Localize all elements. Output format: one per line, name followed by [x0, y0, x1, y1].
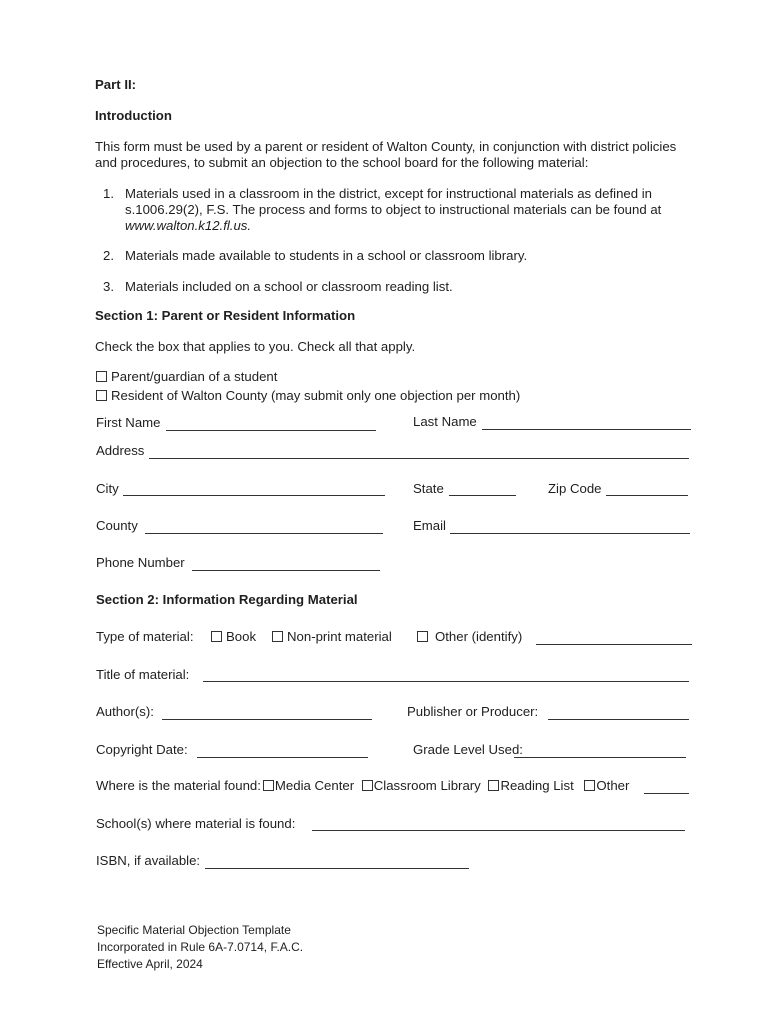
where-found-row: Where is the material found: Media Center Classroom Library Reading List Other [96, 778, 630, 793]
footer-line: Specific Material Objection Template [97, 923, 291, 937]
publisher-field[interactable] [548, 719, 689, 720]
other-location-field[interactable] [644, 793, 689, 794]
phone-field[interactable] [192, 570, 380, 571]
parent-option: Parent/guardian of a student [96, 369, 277, 384]
city-label: City [96, 481, 119, 496]
other-location-checkbox[interactable] [584, 780, 595, 791]
title-label: Title of material: [96, 667, 190, 682]
city-field[interactable] [123, 495, 385, 496]
first-name-field[interactable] [166, 430, 376, 431]
other-type-checkbox[interactable] [417, 631, 428, 642]
other-type-field[interactable] [536, 644, 692, 645]
county-field[interactable] [145, 533, 383, 534]
authors-label: Author(s): [96, 704, 154, 719]
copyright-label: Copyright Date: [96, 742, 188, 757]
schools-field[interactable] [312, 830, 685, 831]
section1-instruction: Check the box that applies to you. Check all that apply. [95, 339, 416, 354]
first-name-label: First Name [96, 415, 161, 430]
grade-field[interactable] [514, 757, 686, 758]
list-item-text: Materials used in a classroom in the district, except for instructional materials as defined in s.1006.29(2), F.S. The process and forms to object to instructional materials can be found at [125, 186, 662, 217]
intro-heading: Introduction [95, 108, 172, 123]
address-label: Address [96, 443, 145, 458]
nonprint-option: Non-print material [272, 629, 392, 644]
other-type-option: Other (identify) [417, 629, 522, 644]
media-center-checkbox[interactable] [263, 780, 274, 791]
section2-heading: Section 2: Information Regarding Material [96, 592, 358, 607]
last-name-label: Last Name [413, 414, 477, 429]
address-field[interactable] [149, 458, 689, 459]
type-label: Type of material: [96, 629, 194, 644]
email-field[interactable] [450, 533, 690, 534]
classroom-library-checkbox[interactable] [362, 780, 373, 791]
isbn-label: ISBN, if available: [96, 853, 201, 868]
reading-list-checkbox[interactable] [488, 780, 499, 791]
copyright-field[interactable] [197, 757, 368, 758]
book-option: Book [211, 629, 256, 644]
resident-checkbox[interactable] [96, 390, 107, 401]
list-item-text: Materials made available to students in a school or classroom library. [125, 248, 528, 263]
where-label: Where is the material found: [96, 778, 261, 793]
list-item-text: Materials included on a school or classroom reading list. [125, 279, 453, 294]
last-name-field[interactable] [482, 429, 691, 430]
schools-label: School(s) where material is found: [96, 816, 296, 831]
book-checkbox[interactable] [211, 631, 222, 642]
form-page: Part II: Introduction This form must be used by a parent or resident of Walton County, in conjunction with district policies and procedures, to submit an objection to the school board for the following material: 1. Materials used in a classroom in the district, except for instructional materials as defined in s.1006.29(2), F.S. The process and forms to object to instructional materials can be found at www.walton.k12.fl.us. 2. Materials made available to students in a school or classroom library. 3. Materials included on a school or classroom reading list. Section 1: Parent or Resident Information Check the box that applies to you. Check all that apply. Parent/guardian of a student Resident of Walton County (may submit only one objection per month) First Name Last Name Address City State Zip Code County Email Phone Number Section 2: Information Regarding Material Type of material: Book Non-print material Other (identify) Title of material: Author(s): Publisher or Producer: Copyright Date: Grade Level Used: Where is the material found: Media Center Classroom Library Reading List Other School(s) where material is found: ISBN, if available: Specific Material Objection Template Incorporated in Rule 6A-7.0714, F.A.C. Effective April, 2024 [0, 0, 770, 1024]
title-field[interactable] [203, 681, 689, 682]
state-field[interactable] [449, 495, 516, 496]
parent-checkbox[interactable] [96, 371, 107, 382]
section1-heading: Section 1: Parent or Resident Information [95, 308, 356, 323]
authors-field[interactable] [162, 719, 372, 720]
footer-line: Incorporated in Rule 6A-7.0714, F.A.C. [97, 940, 304, 954]
zip-field[interactable] [606, 495, 688, 496]
resident-option: Resident of Walton County (may submit only one objection per month) [96, 388, 520, 403]
form-footer [97, 922, 303, 973]
email-label: Email [413, 518, 446, 533]
isbn-field[interactable] [205, 868, 469, 869]
county-label: County [96, 518, 138, 533]
zip-label: Zip Code [548, 481, 602, 496]
grade-label: Grade Level Used: [413, 742, 523, 757]
state-label: State [413, 481, 444, 496]
footer-line: Effective April, 2024 [97, 957, 203, 971]
publisher-label: Publisher or Producer: [407, 704, 539, 719]
district-link[interactable]: www.walton.k12.fl.us. [125, 218, 252, 233]
intro-text: This form must be used by a parent or resident of Walton County, in conjunction with district policies and procedures, to submit an objection to the school board for the following material: [95, 139, 677, 170]
nonprint-checkbox[interactable] [272, 631, 283, 642]
part-label: Part II: [95, 77, 137, 92]
phone-label: Phone Number [96, 555, 185, 570]
